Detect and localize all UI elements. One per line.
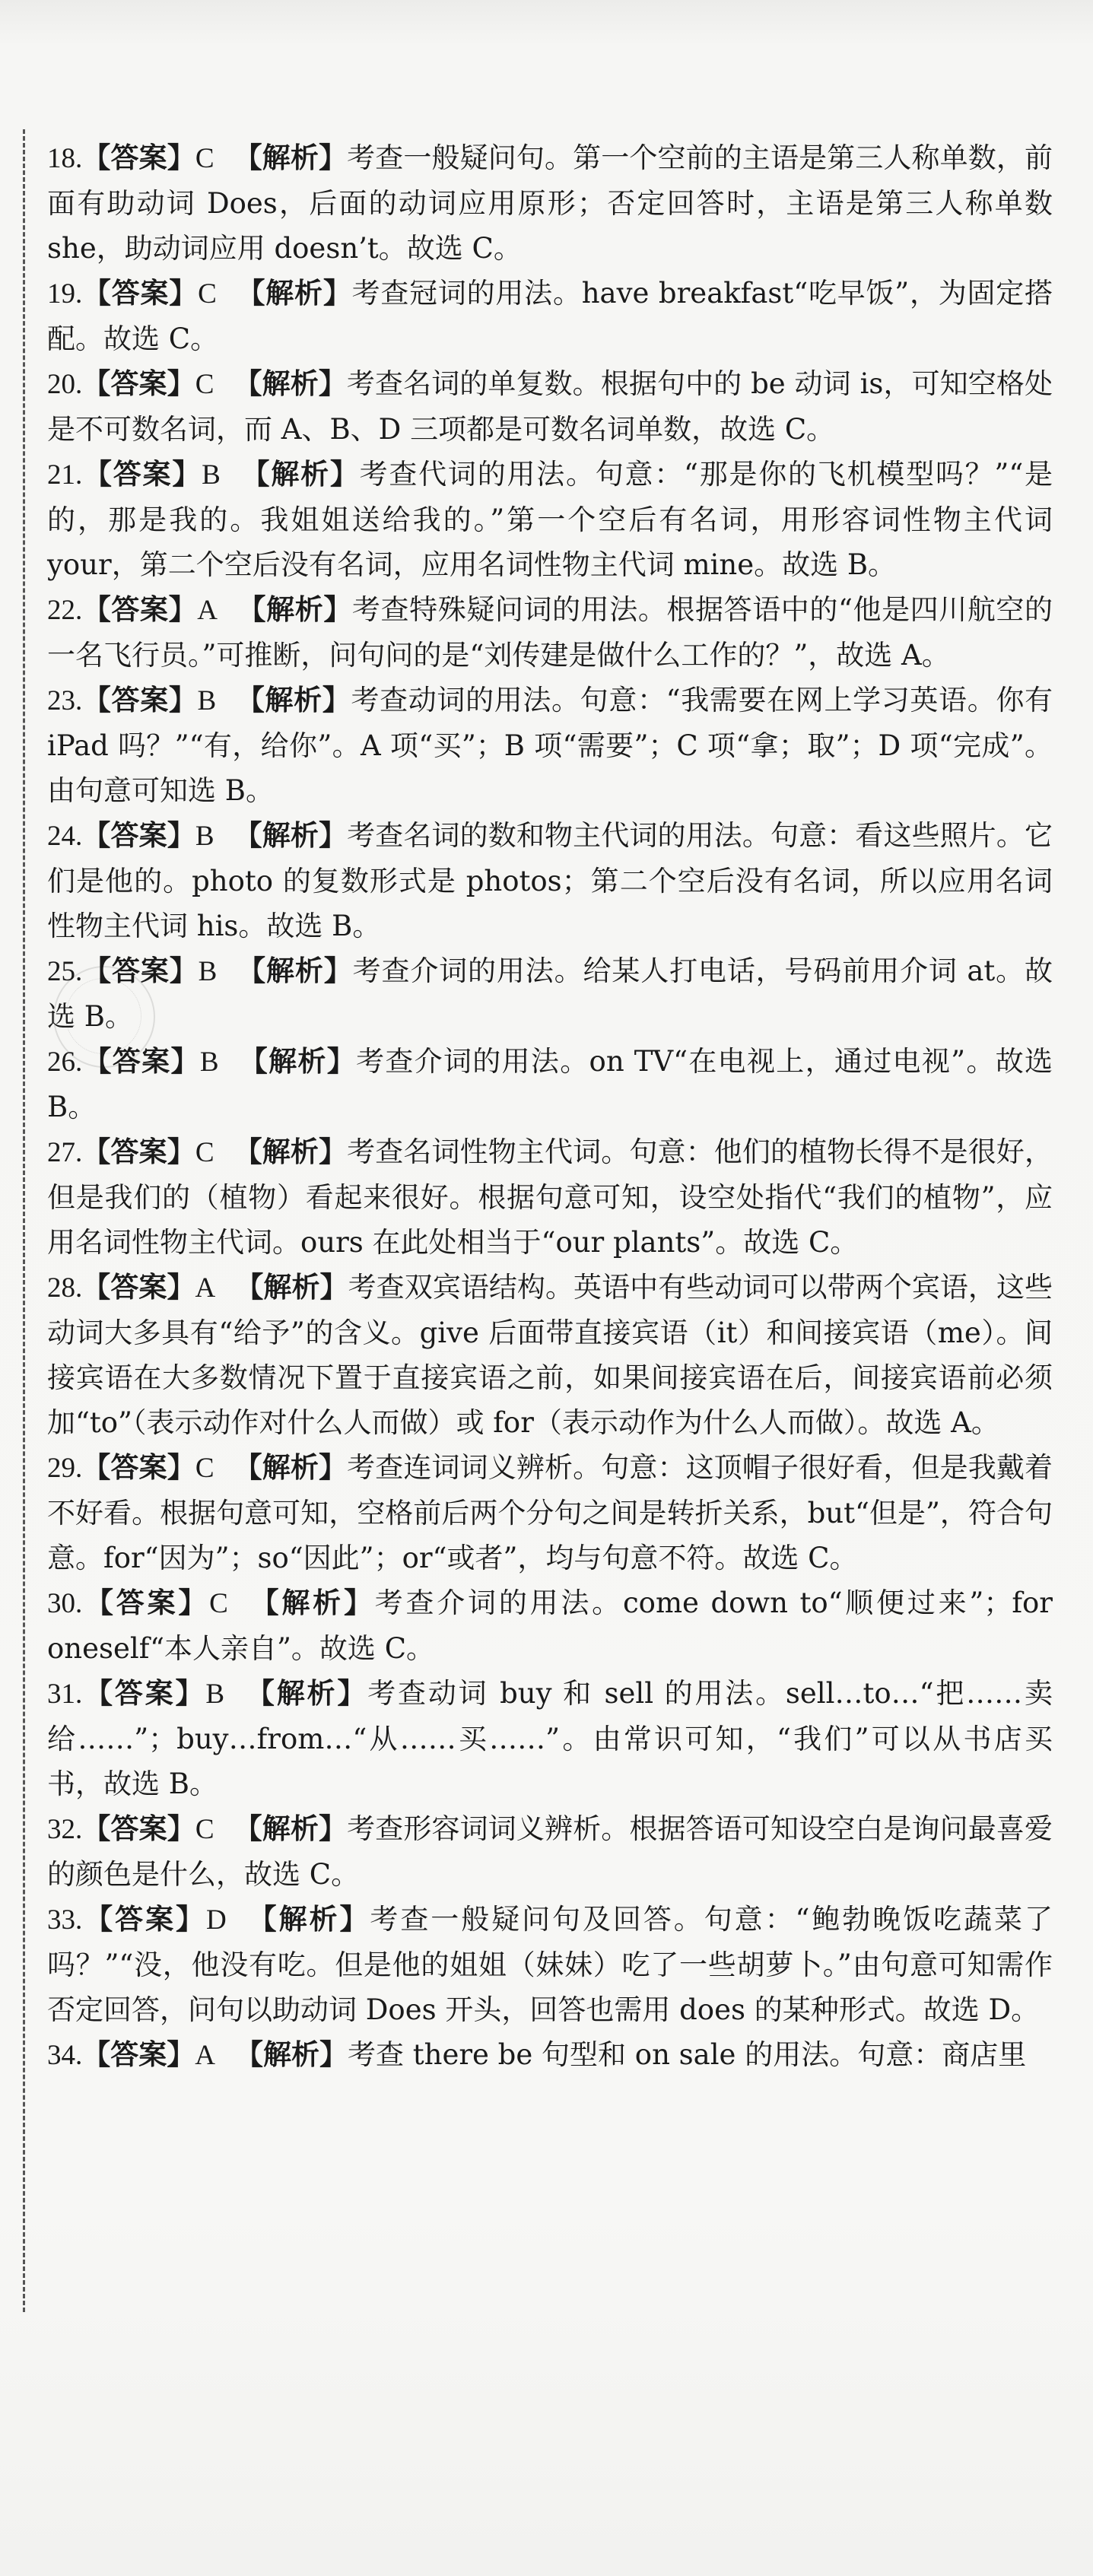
- analysis-text: 考查介词的用法。on TV“在电视上，通过电视”。故选 B。: [47, 1045, 1053, 1123]
- analysis-text: 考查特殊疑问词的用法。根据答语中的“他是四川航空的一名飞行员。”可推断，问句问的是“刘传建是做什么工作的？”，故选 A。: [47, 593, 1053, 672]
- answer-letter: A: [195, 2040, 215, 2071]
- analysis-text: 考查冠词的用法。have breakfast“吃早饭”，为固定搭配。故选 C。: [47, 277, 1053, 355]
- analysis-text: 考查名词的单复数。根据句中的 be 动词 is，可知空格处是不可数名词，而 A、B、D 三项都是可数名词单数，故选 C。: [47, 367, 1053, 446]
- analysis-tag: 【解析】: [234, 819, 348, 852]
- answer-item-30: [47, 1580, 1053, 1671]
- answer-letter: C: [195, 1814, 214, 1845]
- answer-tag: 【答案】: [82, 684, 198, 716]
- analysis-tag: 【解析】: [234, 367, 347, 400]
- analysis-tag: 【解析】: [240, 458, 360, 491]
- answer-list: [47, 135, 1053, 2078]
- item-number: 34.: [47, 2040, 83, 2071]
- answer-letter: A: [197, 595, 218, 626]
- analysis-text: 考查双宾语结构。英语中有些动词可以带两个宾语，这些动词大多具有“给予”的含义。give 后面带直接宾语（it）和间接宾语（me）。间接宾语在大多数情况下置于直接宾语之前，如果间接宾语在后，间接宾语前必须加“to”（表示动作对什么人而做）或 for（表示动作为什么人而做）。故选 A。: [47, 1271, 1053, 1439]
- answer-item-34: [47, 2032, 1053, 2078]
- answer-letter: B: [197, 685, 217, 716]
- answer-letter: B: [199, 1047, 219, 1078]
- answer-item-19: [47, 271, 1053, 361]
- answer-tag: 【答案】: [82, 1903, 206, 1936]
- item-number: 29.: [47, 1453, 83, 1484]
- answer-letter: C: [209, 1588, 228, 1619]
- analysis-tag: 【解析】: [235, 1271, 348, 1304]
- item-number: 18.: [47, 143, 83, 174]
- answer-tag: 【答案】: [82, 1677, 206, 1710]
- answer-item-23: [47, 678, 1053, 813]
- answer-item-22: [47, 587, 1053, 678]
- analysis-text: 考查动词的用法。句意：“我需要在网上学习英语。你有 iPad 吗？”“有，给你”。A 项“买”；B 项“需要”；C 项“拿；取”；D 项“完成”。由句意可知选 B。: [47, 684, 1053, 807]
- answer-letter: C: [195, 369, 214, 400]
- answer-tag: 【答案】: [82, 819, 195, 852]
- analysis-tag: 【解析】: [238, 1045, 357, 1078]
- answer-item-27: [47, 1129, 1053, 1265]
- answer-letter: C: [195, 143, 214, 174]
- analysis-text: 考查连词词义辨析。句意：这顶帽子很好看，但是我戴着不好看。根据句意可知，空格前后两个分句之间是转折关系，but“但是”，符合句意。for“因为”；so“因此”；or“或者”，均与句意不符。故选 C。: [47, 1451, 1053, 1574]
- analysis-tag: 【解析】: [247, 1587, 375, 1619]
- answer-item-25: [47, 948, 1053, 1039]
- analysis-text: 考查名词的数和物主代词的用法。句意：看这些照片。它们是他的。photo 的复数形式是 photos；第二个空后没有名词，所以应用名词性物主代词 his。故选 B。: [47, 819, 1053, 942]
- answer-letter: B: [205, 1679, 225, 1710]
- answer-item-33: [47, 1897, 1053, 2032]
- answer-item-31: [47, 1671, 1053, 1806]
- item-number: 28.: [47, 1272, 83, 1304]
- answer-item-24: [47, 813, 1053, 948]
- answer-tag: 【答案】: [82, 2038, 195, 2071]
- analysis-tag: 【解析】: [234, 141, 348, 174]
- analysis-tag: 【解析】: [234, 1136, 348, 1168]
- answer-tag: 【答案】: [82, 1136, 195, 1168]
- analysis-tag: 【解析】: [246, 1903, 370, 1936]
- analysis-text: 考查动词 buy 和 sell 的用法。sell…to…“把……卖给……”；buy…from…“从……买……”。由常识可知，“我们”可以从书店买书，故选 B。: [47, 1677, 1053, 1800]
- item-number: 19.: [47, 278, 83, 310]
- answer-letter: A: [195, 1272, 216, 1304]
- margin-dashed-rule: [23, 129, 25, 2312]
- answer-tag: 【答案】: [82, 593, 198, 626]
- analysis-tag: 【解析】: [237, 954, 353, 987]
- item-number: 31.: [47, 1679, 83, 1710]
- answer-item-20: [47, 361, 1053, 452]
- answer-letter: B: [202, 459, 221, 491]
- analysis-tag: 【解析】: [237, 593, 352, 626]
- item-number: 27.: [47, 1137, 83, 1168]
- answer-item-21: [47, 452, 1053, 587]
- item-number: 23.: [47, 685, 83, 716]
- answer-tag: 【答案】: [82, 277, 199, 310]
- item-number: 22.: [47, 595, 83, 626]
- answer-letter: C: [198, 278, 217, 310]
- answer-tag: 【答案】: [82, 458, 202, 491]
- analysis-text: 考查介词的用法。给某人打电话，号码前用介词 at。故选 B。: [47, 954, 1053, 1033]
- answer-tag: 【答案】: [82, 1451, 195, 1484]
- item-number: 32.: [47, 1814, 83, 1845]
- answer-item-26: [47, 1039, 1053, 1129]
- item-number: 25.: [47, 956, 83, 987]
- analysis-tag: 【解析】: [244, 1677, 368, 1710]
- analysis-text: 考查 there be 句型和 on sale 的用法。句意：商店里: [347, 2038, 1027, 2071]
- answer-letter: B: [195, 821, 214, 852]
- item-number: 21.: [47, 459, 83, 491]
- answer-tag: 【答案】: [82, 954, 199, 987]
- answer-item-18: [47, 135, 1053, 271]
- answer-tag: 【答案】: [82, 141, 195, 174]
- analysis-text: 考查代词的用法。句意：“那是你的飞机模型吗？”“是的，那是我的。我姐姐送给我的。”第一个空后有名词，用形容词性物主代词 your，第二个空后没有名词，应用名词性物主代词 mine。故选 B。: [47, 458, 1053, 581]
- analysis-text: 考查一般疑问句及回答。句意：“鲍勃晚饭吃蔬菜了吗？”“没，他没有吃。但是他的姐姐（妹妹）吃了一些胡萝卜。”由句意可知需作否定回答，问句以助动词 Does 开头，回答也需用 does 的某种形式。故选 D。: [47, 1903, 1053, 2026]
- item-number: 26.: [47, 1047, 83, 1078]
- item-number: 20.: [47, 369, 83, 400]
- analysis-tag: 【解析】: [236, 277, 352, 310]
- analysis-text: 考查形容词词义辨析。根据答语可知设空白是询问最喜爱的颜色是什么，故选 C。: [47, 1812, 1053, 1891]
- item-number: 33.: [47, 1904, 83, 1936]
- analysis-tag: 【解析】: [234, 2038, 348, 2071]
- answer-letter: B: [198, 956, 218, 987]
- answer-tag: 【答案】: [82, 367, 195, 400]
- answer-letter: D: [205, 1904, 227, 1936]
- answer-item-28: [47, 1265, 1053, 1445]
- analysis-tag: 【解析】: [234, 1812, 348, 1845]
- analysis-text: 考查介词的用法。come down to“顺便过来”；for oneself“本人亲自”。故选 C。: [47, 1587, 1053, 1665]
- answer-item-32: [47, 1806, 1053, 1897]
- answer-item-29: [47, 1445, 1053, 1580]
- answer-letter: C: [195, 1137, 214, 1168]
- answer-tag: 【答案】: [82, 1587, 210, 1619]
- item-number: 30.: [47, 1588, 83, 1619]
- answer-tag: 【答案】: [82, 1271, 195, 1304]
- analysis-text: 考查一般疑问句。第一个空前的主语是第三人称单数，前面有助动词 Does，后面的动词应用原形；否定回答时，主语是第三人称单数 she，助动词应用 doesn’t。故选 C。: [47, 141, 1053, 265]
- item-number: 24.: [47, 821, 83, 852]
- answer-tag: 【答案】: [82, 1812, 195, 1845]
- answer-letter: C: [195, 1453, 214, 1484]
- answer-tag: 【答案】: [82, 1045, 200, 1078]
- analysis-text: 考查名词性物主代词。句意：他们的植物长得不是很好，但是我们的（植物）看起来很好。根据句意可知，设空处指代“我们的植物”，应用名词性物主代词。ours 在此处相当于“our plants”。故选 C。: [47, 1136, 1053, 1259]
- analysis-tag: 【解析】: [236, 684, 351, 716]
- analysis-tag: 【解析】: [234, 1451, 348, 1484]
